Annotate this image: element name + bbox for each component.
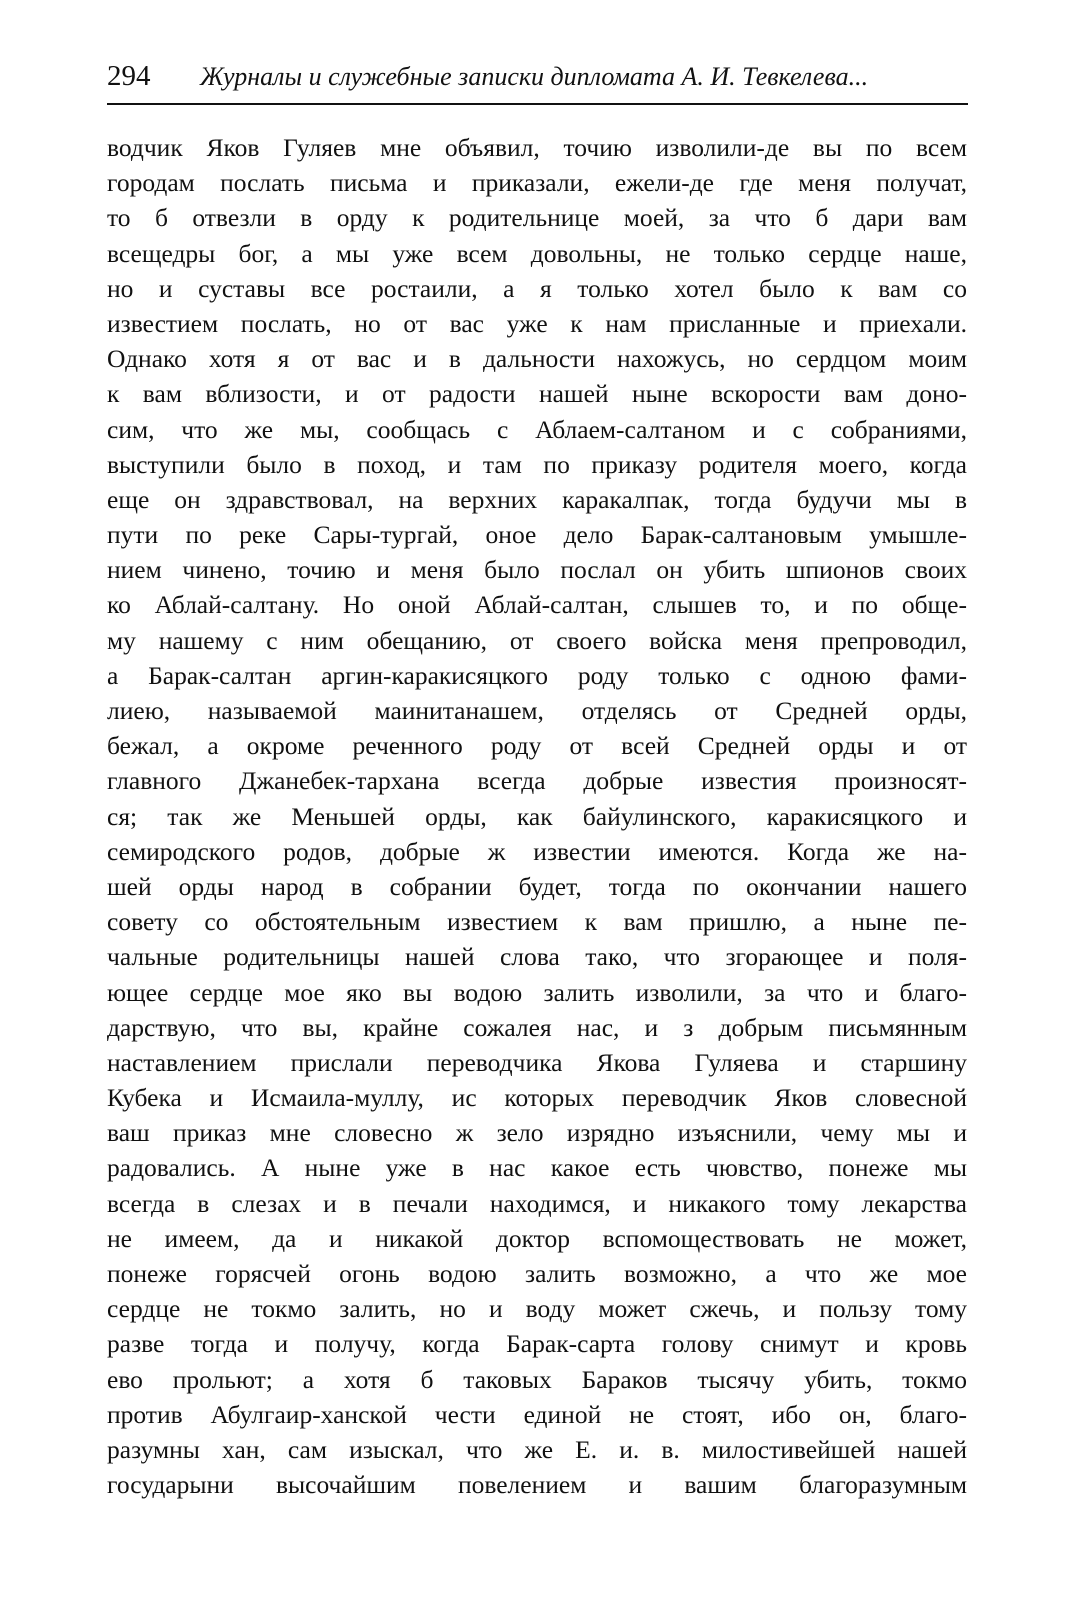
text-line: еще он здравствовал, на верхних каракалпак, тогда будучи мы в: [107, 484, 967, 514]
text-line: бежал, а окроме реченного роду от всей Средней орды и от: [107, 731, 967, 761]
text-line: сердце не токмо залить, но и воду может сжечь, и пользу тому: [107, 1294, 967, 1324]
text-line: совету со обстоятельным известием к вам пришлю, а ныне пе-: [107, 907, 967, 937]
text-line: государыни высочайшим повелением и вашим благоразумным: [107, 1470, 967, 1500]
body-text: [107, 130, 967, 1502]
text-line: му нашему с ним обещанию, от своего войска меня препроводил,: [107, 625, 967, 655]
text-line: Кубека и Исмаила-муллу, ис которых переводчик Яков словесной: [107, 1083, 967, 1113]
text-line: но и суставы все ростаили, а я только хотел было к вам со: [107, 273, 967, 303]
text-line: разумны хан, сам изыскал, что же Е. и. в. милостивейшей нашей: [107, 1434, 967, 1464]
text-line: чальные родительницы нашей слова тако, что згорающее и поля-: [107, 942, 967, 972]
page-header: [107, 56, 967, 96]
text-line: радовались. А ныне уже в нас какое есть чювство, понеже мы: [107, 1153, 967, 1183]
text-line: сим, что же мы, сообщась с Аблаем-салтаном и с собраниями,: [107, 414, 967, 444]
text-line: пути по реке Сары-тургай, оное дело Барак-салтановым умышле-: [107, 520, 967, 550]
text-line: Однако хотя я от вас и в дальности нахожусь, но сердцом моим: [107, 344, 967, 374]
header-divider: [107, 103, 968, 105]
text-line: дарствую, что вы, крайне сожалея нас, и з добрым письмянным: [107, 1012, 967, 1042]
text-line: выступили было в поход, и там по приказу родителя моего, когда: [107, 449, 967, 479]
text-line: всещедры бог, а мы уже всем довольны, не только сердце наше,: [107, 238, 967, 268]
text-line: лиею, называемой маинитанашем, отделясь от Средней орды,: [107, 696, 967, 725]
text-line: ваш приказ мне словесно ж зело изрядно изъяснили, чему мы и: [107, 1118, 967, 1148]
text-line: шей орды народ в собрании будет, тогда по окончании нашего: [107, 871, 967, 901]
text-line: против Абулгаир-ханской чести единой не стоят, ибо он, благо-: [107, 1399, 967, 1429]
text-line: водчик Яков Гуляев мне объявил, точию изволили-де вы по всем: [107, 133, 967, 162]
text-line: к вам вблизости, и от радости нашей ныне вскорости вам доно-: [107, 379, 967, 409]
text-line: всегда в слезах и в печали находимся, и никакого тому лекарства: [107, 1188, 967, 1218]
text-line: то б отвезли в орду к родительнице моей, за что б дари вам: [107, 203, 967, 233]
text-line: не имеем, да и никакой доктор вспомоществовать не может,: [107, 1223, 967, 1253]
text-line: ющее сердце мое яко вы водою залить изволили, за что и благо-: [107, 977, 967, 1007]
text-line: главного Джанебек-тархана всегда добрые известия произносят-: [107, 766, 967, 796]
text-line: ево прольют; а хотя б таковых Бараков тысячу убить, токмо: [107, 1364, 967, 1394]
text-line: разве тогда и получу, когда Барак-сарта голову снимут и кровь: [107, 1329, 967, 1359]
text-line: известием послать, но от вас уже к нам присланные и приехали.: [107, 308, 967, 338]
text-line: нием чинено, точию и меня было послал он убить шпионов своих: [107, 555, 967, 585]
text-line: ся; так же Меньшей орды, как байулинского, каракисяцкого и: [107, 801, 967, 831]
text-line: городам послать письма и приказали, ежели-де где меня получат,: [107, 168, 967, 198]
running-title: Журналы и служебные записки дипломата А. И. Тевкелева...: [200, 62, 869, 91]
text-line: наставлением прислали переводчика Якова Гуляева и старшину: [107, 1047, 967, 1077]
text-line: понеже горясчей огонь водою залить возможно, а что же мое: [107, 1259, 967, 1288]
page-number: 294: [107, 60, 151, 92]
text-line: а Барак-салтан аргин-каракисяцкого роду только с одною фами-: [107, 660, 967, 690]
text-line: семиродского родов, добрые ж известии имеются. Когда же на-: [107, 836, 967, 866]
text-line: ко Аблай-салтану. Но оной Аблай-салтан, слышев то, и по обще-: [107, 590, 967, 620]
